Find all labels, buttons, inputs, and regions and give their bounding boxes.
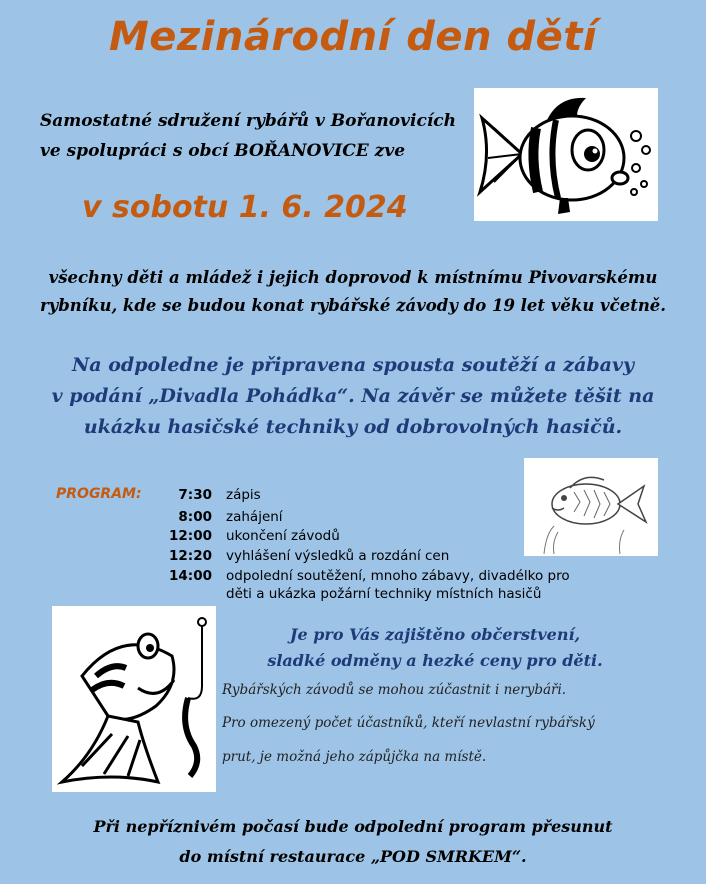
note-line-1: Rybářských závodů se mohou zúčastnit i nerybáři. — [222, 682, 567, 698]
program-time: 14:00 — [169, 568, 212, 584]
weather-notice — [30, 812, 676, 872]
event-date: v sobotu 1. 6. 2024 — [82, 190, 408, 225]
afternoon-paragraph — [30, 350, 676, 443]
refreshments-line-1: Je pro Vás zajištěno občerstvení, — [289, 625, 581, 644]
note-line-2: Pro omezený počet účastníků, kteří nevlastní rybářský — [222, 715, 595, 731]
cartoon-fish-image — [474, 88, 658, 221]
program-time: 12:20 — [169, 548, 212, 564]
program-label: PROGRAM: — [56, 486, 142, 502]
program-text: odpolední soutěžení, mnoho zábavy, divadélko pro — [226, 568, 570, 584]
paragraph1-line-1: všechny děti a mládež i jejich doprovod k místnímu Pivovarskému — [48, 268, 658, 287]
fish-icon — [474, 88, 658, 221]
fish-hook-image — [52, 606, 216, 792]
hooked-fish-icon — [52, 606, 216, 792]
fish-sketch-image — [524, 458, 658, 556]
paragraph2-line-2: v podání „Divadla Pohádka“. Na závěr se můžete těšit na — [51, 385, 655, 407]
page-title: Mezinárodní den dětí — [108, 14, 598, 60]
intro-line-2: ve spolupráci s obcí BOŘANOVICE zve — [40, 141, 406, 161]
paragraph2-line-3: ukázku hasičské techniky od dobrovolných hasičů. — [83, 416, 623, 438]
program-text: vyhlášení výsledků a rozdání cen — [226, 548, 450, 564]
paragraph1-line-2: rybníku, kde se budou konat rybářské závody do 19 let věku včetně. — [39, 296, 667, 315]
bottom-line-1: Při nepříznivém počasí bude odpolední program přesunut — [93, 817, 613, 836]
refreshments-line-2: sladké odměny a hezké ceny pro děti. — [267, 651, 603, 670]
program-time: 8:00 — [178, 509, 212, 525]
paragraph2-line-1: Na odpoledne je připravena spousta soutěží a zábavy — [71, 354, 635, 376]
program-text: ukončení závodů — [226, 528, 340, 544]
refreshments-block — [220, 622, 650, 674]
bottom-line-2: do místní restaurace „POD SMRKEM“. — [179, 847, 527, 866]
intro-line-1: Samostatné sdružení rybářů v Bořanovicích — [40, 111, 456, 131]
note-line-3: prut, je možná jeho zápůjčka na místě. — [222, 749, 487, 765]
fish-sketch-icon — [524, 458, 658, 556]
intro-block — [40, 106, 460, 166]
program-text: zápis — [226, 487, 261, 503]
program-continuation: děti a ukázka požární techniky místních hasičů — [226, 586, 542, 602]
program-text: zahájení — [226, 509, 283, 525]
program-time: 7:30 — [178, 487, 212, 503]
program-time: 12:00 — [169, 528, 212, 544]
invitation-paragraph — [30, 264, 676, 320]
